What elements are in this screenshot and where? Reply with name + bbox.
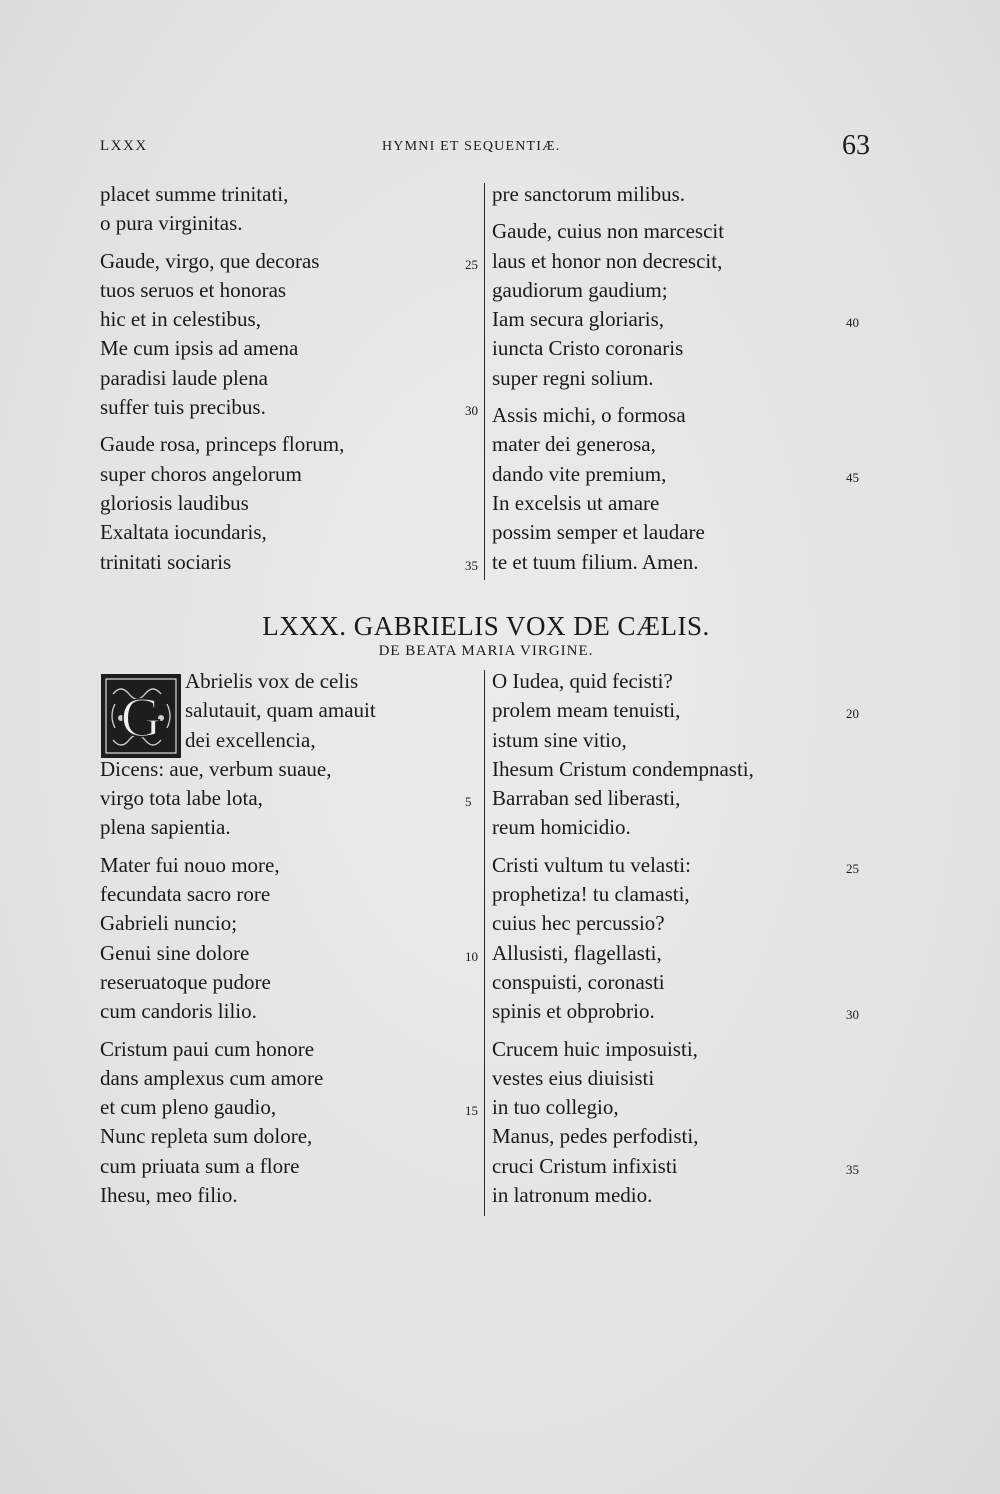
verse-text: placet summe trinitati,: [100, 182, 289, 206]
verse-line: [100, 430, 344, 459]
page-number: 63: [842, 130, 870, 161]
verse-line: [492, 726, 754, 755]
verse-line: [100, 209, 344, 238]
line-number: 25: [846, 860, 859, 876]
line-number: 25: [465, 256, 478, 272]
bottom-right-column: [492, 667, 859, 1210]
verse-line: [492, 755, 754, 784]
verse-line: [492, 401, 724, 430]
verse-line: [100, 1093, 478, 1122]
verse-line: [100, 305, 344, 334]
verse-text: Allusisti, flagellasti,: [492, 940, 662, 965]
verse-text: cruci Cristum infixisti: [492, 1153, 678, 1178]
verse-text: Ihesum Cristum condempnasti,: [492, 756, 754, 781]
verse-text: O Iudea, quid fecisti?: [492, 669, 673, 693]
verse-line: [100, 1152, 376, 1181]
verse-text: fecundata sacro rore: [100, 882, 271, 907]
verse-line: [100, 1035, 376, 1064]
verse-line: [492, 939, 754, 968]
line-number: 40: [846, 315, 859, 331]
verse-text: Gaude rosa, princeps florum,: [100, 432, 345, 457]
verse-text: cum candoris lilio.: [100, 999, 257, 1024]
verse-text: istum sine vitio,: [492, 727, 627, 752]
verse-text: Cristi vultum tu velasti:: [492, 852, 691, 877]
verse-line: [492, 460, 859, 489]
verse-text: vestes eius diuisisti: [492, 1065, 655, 1090]
verse-line: [100, 880, 376, 909]
verse-line: [492, 851, 859, 880]
verse-text: Mater fui nouo more,: [100, 852, 280, 877]
line-number: 30: [465, 403, 478, 419]
verse-text: super choros angelorum: [100, 461, 302, 486]
verse-text: Assis michi, o formosa: [492, 403, 686, 428]
line-number: 20: [846, 706, 859, 722]
verse-text: in tuo collegio,: [492, 1095, 619, 1120]
verse-line: [100, 1181, 376, 1210]
verse-text: possim semper et laudare: [492, 520, 705, 545]
verse-text: cum priuata sum a flore: [100, 1153, 300, 1178]
verse-text: plena sapientia.: [100, 815, 231, 840]
verse-line: [492, 334, 724, 363]
verse-line: [100, 518, 344, 547]
verse-line: [492, 548, 724, 577]
verse-text: pre sanctorum milibus.: [492, 182, 686, 206]
verse-line: [492, 1152, 859, 1181]
verse-text: In excelsis ut amare: [492, 490, 660, 515]
line-number: 30: [846, 1007, 859, 1023]
verse-text: Barraban sed liberasti,: [492, 786, 681, 811]
verse-line: [492, 909, 754, 938]
hymn-subtitle: DE BEATA MARIA VIRGINE.: [378, 643, 594, 659]
svg-text:G: G: [120, 687, 162, 749]
line-number: 15: [465, 1103, 478, 1119]
verse-text: Exaltata iocundaris,: [100, 520, 267, 545]
top-left-column: [100, 180, 478, 577]
verse-text: Nunc repleta sum dolore,: [100, 1124, 313, 1149]
verse-text: dei excellencia,: [185, 727, 316, 752]
bottom-left-column: [100, 667, 478, 1210]
running-head: [100, 130, 870, 164]
verse-text: Me cum ipsis ad amena: [100, 336, 299, 361]
verse-line: [100, 696, 376, 725]
verse-text: reum homicidio.: [492, 815, 631, 840]
verse-text: Gaude, cuius non marcescit: [492, 219, 725, 244]
verse-text: o pura virginitas.: [100, 211, 243, 236]
verse-text: spinis et obprobrio.: [492, 999, 655, 1024]
column-divider-top: [484, 183, 485, 580]
line-number: 5: [465, 794, 472, 810]
verse-text: super regni solium.: [492, 365, 654, 390]
verse-line: [100, 1122, 376, 1151]
verse-line: [492, 1064, 754, 1093]
top-right-column: [492, 180, 859, 577]
verse-text: et cum pleno gaudio,: [100, 1095, 277, 1120]
verse-line: [100, 997, 376, 1026]
verse-line: [100, 276, 344, 305]
verse-line: [492, 518, 724, 547]
verse-line: [492, 784, 754, 813]
verse-text: Abrielis vox de celis: [185, 669, 359, 693]
running-head-title: HYMNI ET SEQUENTIÆ.: [382, 139, 561, 154]
verse-text: Genui sine dolore: [100, 940, 250, 965]
verse-line: [492, 305, 859, 334]
verse-text: reseruatoque pudore: [100, 969, 271, 994]
verse-line: [492, 968, 754, 997]
verse-text: virgo tota labe lota,: [100, 786, 263, 811]
verse-text: tuos seruos et honoras: [100, 277, 287, 302]
verse-line: [492, 997, 859, 1026]
verse-text: conspuisti, coronasti: [492, 969, 665, 994]
verse-text: dans amplexus cum amore: [100, 1065, 324, 1090]
verse-line: [100, 460, 344, 489]
verse-line: [492, 276, 724, 305]
verse-line: [492, 1122, 754, 1151]
verse-line: [492, 430, 724, 459]
verse-text: Gaude, virgo, que decoras: [100, 248, 320, 273]
verse-text: Dicens: aue, verbum suaue,: [100, 756, 332, 781]
verse-line: [100, 180, 344, 209]
verse-text: hic et in celestibus,: [100, 307, 261, 332]
verse-line: [100, 247, 478, 276]
verse-line: [100, 364, 344, 393]
verse-text: Manus, pedes perfodisti,: [492, 1124, 699, 1149]
verse-text: paradisi laude plena: [100, 365, 268, 390]
verse-text: gloriosis laudibus: [100, 490, 249, 515]
verse-line: [100, 968, 376, 997]
verse-line: [492, 1181, 754, 1210]
verse-line: [492, 696, 859, 725]
verse-text: prophetiza! tu clamasti,: [492, 882, 690, 907]
verse-line: [100, 909, 376, 938]
verse-line: [492, 1035, 754, 1064]
verse-text: prolem meam tenuisti,: [492, 698, 681, 723]
verse-line: [492, 217, 724, 246]
verse-text: suffer tuis precibus.: [100, 395, 266, 420]
verse-line: [492, 813, 754, 842]
verse-line: [100, 667, 376, 696]
verse-line: [100, 939, 478, 968]
running-head-section: LXXX: [100, 138, 148, 154]
verse-line: [492, 667, 754, 696]
verse-line: [492, 364, 724, 393]
verse-text: trinitati sociaris: [100, 549, 232, 574]
verse-line: [492, 1093, 754, 1122]
verse-text: Gabrieli nuncio;: [100, 911, 238, 936]
verse-text: Crucem huic imposuisti,: [492, 1036, 698, 1061]
verse-text: gaudiorum gaudium;: [492, 277, 668, 302]
verse-text: Cristum paui cum honore: [100, 1036, 315, 1061]
verse-text: Ihesu, meo filio.: [100, 1183, 238, 1208]
hymn-title: LXXX. GABRIELIS VOX DE CÆLIS.: [262, 611, 710, 641]
verse-line: [100, 813, 376, 842]
verse-line: [100, 334, 344, 363]
verse-line: [100, 755, 376, 784]
verse-text: salutauit, quam amauit: [185, 698, 376, 723]
verse-text: mater dei generosa,: [492, 432, 656, 457]
verse-text: iuncta Cristo coronaris: [492, 336, 684, 361]
verse-line: [100, 1064, 376, 1093]
verse-text: te et tuum filium. Amen.: [492, 549, 699, 574]
line-number: 35: [465, 557, 478, 573]
column-divider-bottom: [484, 670, 485, 1216]
verse-text: cuius hec percussio?: [492, 911, 665, 936]
verse-text: laus et honor non decrescit,: [492, 248, 723, 273]
line-number: 10: [465, 948, 478, 964]
verse-text: in latronum medio.: [492, 1183, 653, 1208]
verse-line: [492, 489, 724, 518]
verse-line: [100, 548, 478, 577]
verse-line: [100, 726, 376, 755]
verse-line: [100, 489, 344, 518]
verse-line: [100, 393, 478, 422]
verse-line: [492, 880, 754, 909]
line-number: 35: [846, 1161, 859, 1177]
verse-line: [492, 247, 724, 276]
verse-line: [492, 180, 724, 209]
verse-line: [100, 784, 472, 813]
line-number: 45: [846, 469, 859, 485]
verse-line: [100, 851, 376, 880]
verse-text: dando vite premium,: [492, 461, 667, 486]
verse-text: Iam secura gloriaris,: [492, 307, 665, 332]
